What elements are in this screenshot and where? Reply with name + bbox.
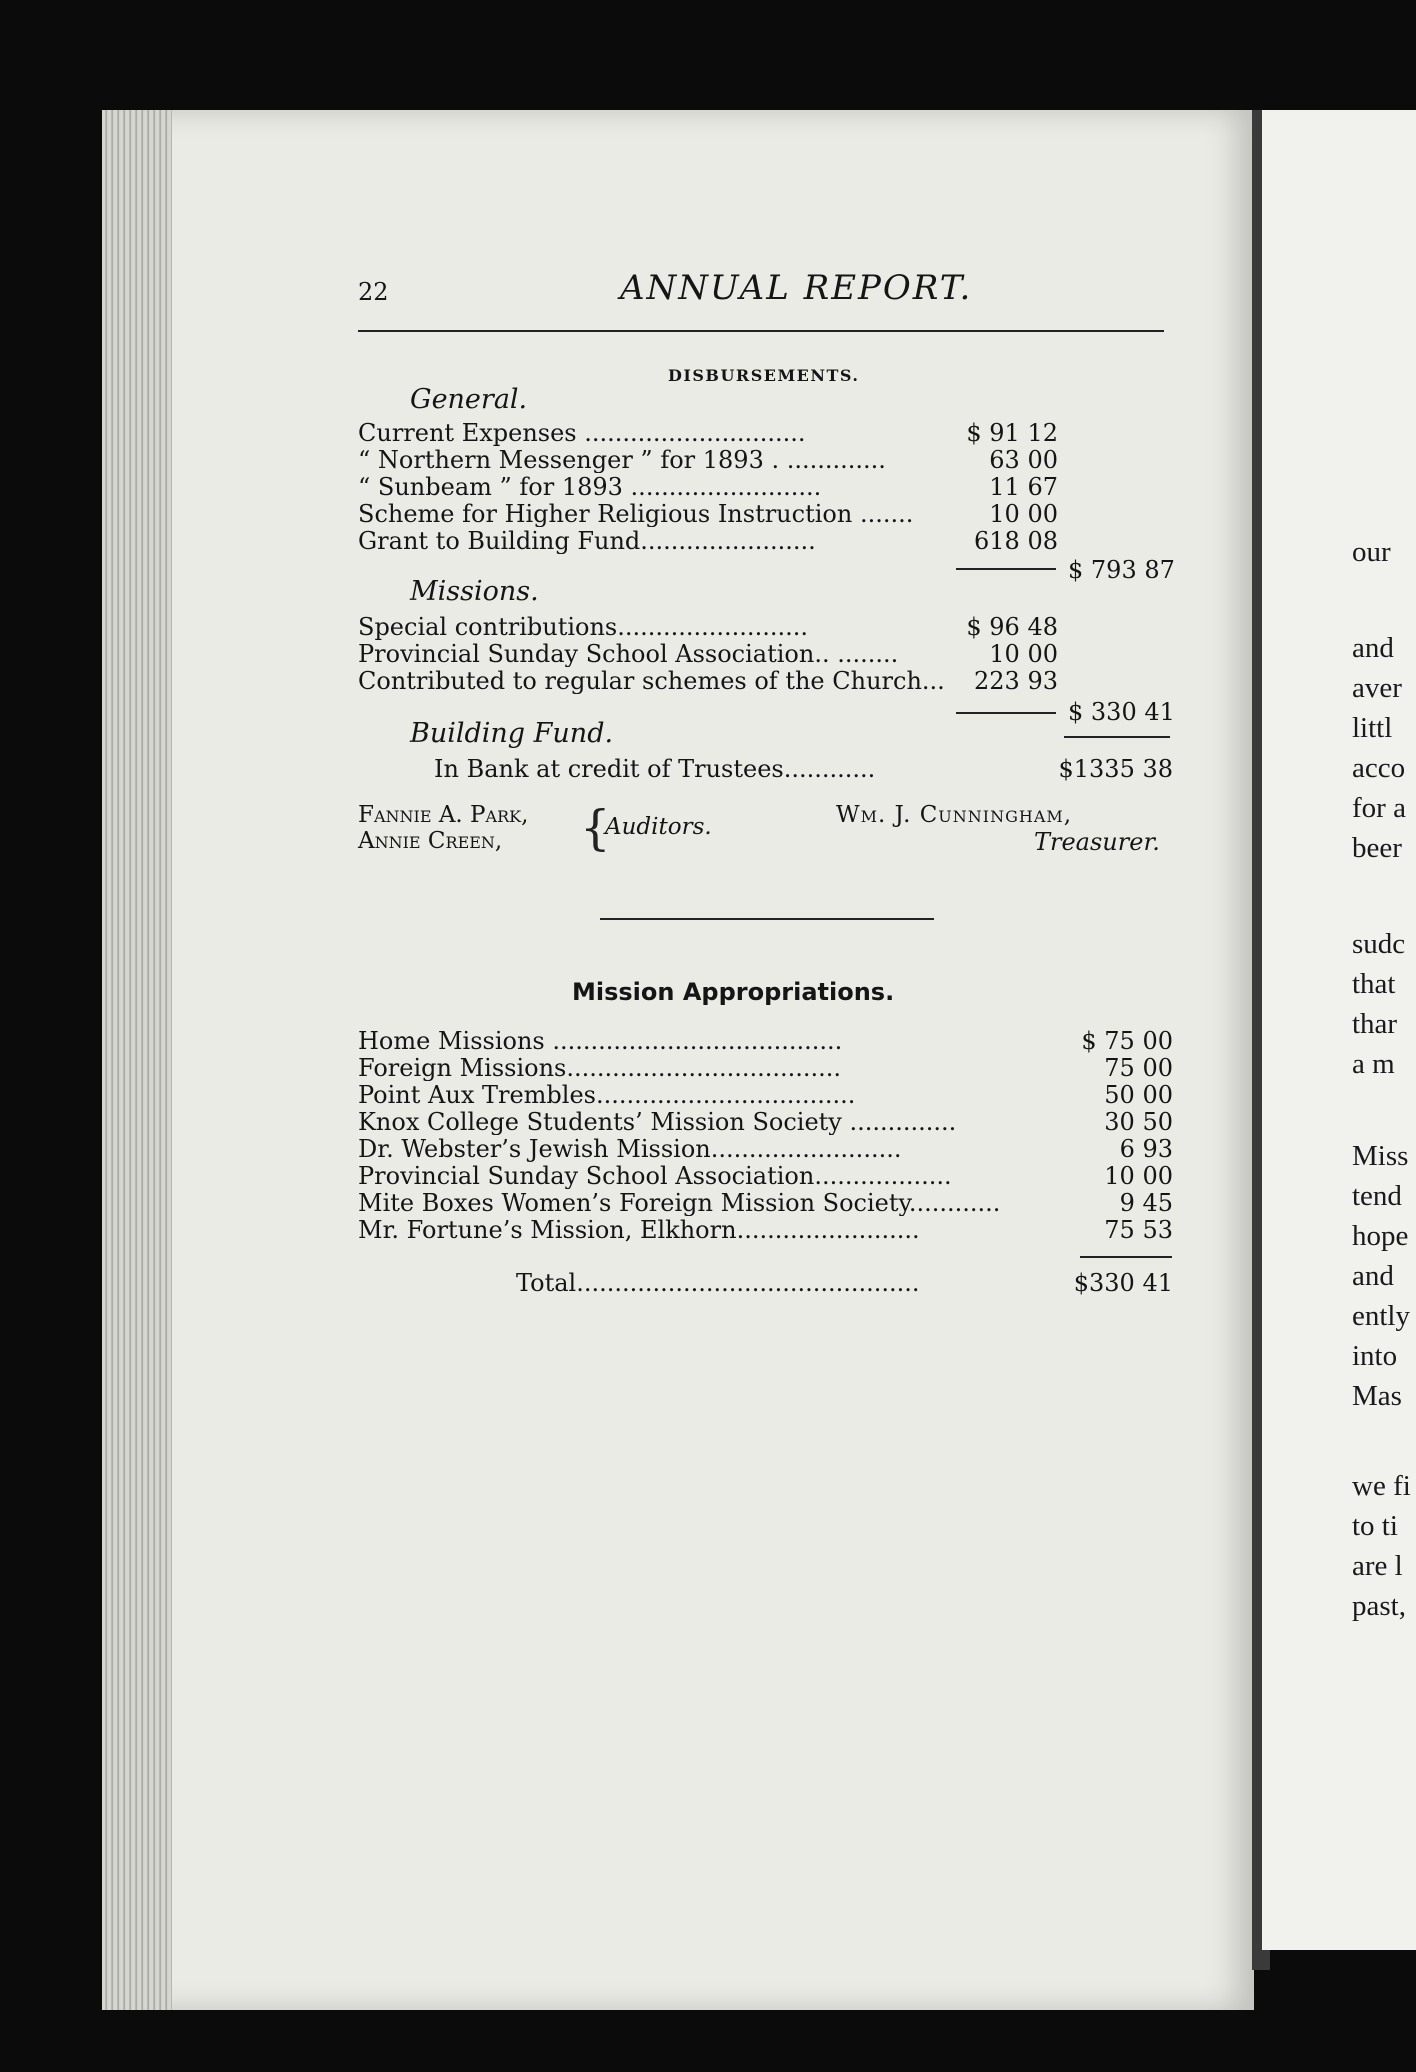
row-amount: 75 00 — [1104, 1054, 1173, 1082]
ledger-row — [358, 668, 1058, 694]
row-amount: 11 67 — [989, 473, 1058, 501]
ledger-row — [358, 1217, 1173, 1243]
row-label: Special contributions......................... — [358, 614, 808, 640]
facing-text: aver — [1352, 672, 1402, 704]
row-label: Home Missions ...................................... — [358, 1028, 843, 1054]
facing-text: Miss — [1352, 1140, 1409, 1172]
ledger-row — [358, 1028, 1173, 1054]
row-amount: 10 00 — [989, 500, 1058, 528]
facing-text: beer — [1352, 832, 1402, 864]
total-amount: $330 41 — [1073, 1269, 1173, 1297]
subsection-label: Missions. — [410, 576, 539, 607]
ledger-row — [358, 501, 1058, 527]
total-label: Total............................................. — [516, 1270, 920, 1296]
ledger-row — [358, 528, 1058, 554]
header-rule — [358, 330, 1164, 332]
auditors-label: Auditors. — [605, 814, 712, 840]
facing-text: for a — [1352, 792, 1406, 824]
row-amount: 618 08 — [974, 527, 1058, 555]
subtotal-amount: $ 330 41 — [1068, 698, 1175, 726]
row-amount: 10 00 — [989, 640, 1058, 668]
row-label: Provincial Sunday School Association.. ........ — [358, 641, 899, 667]
row-label: “ Northern Messenger ” for 1893 . ............. — [358, 447, 886, 473]
row-amount: 63 00 — [989, 446, 1058, 474]
brace-icon: { — [580, 800, 611, 856]
row-label: Mite Boxes Women’s Foreign Mission Society............ — [358, 1190, 1001, 1216]
ledger-row — [434, 756, 1173, 782]
section-divider — [600, 918, 934, 920]
facing-text: to ti — [1352, 1510, 1398, 1542]
row-amount: 223 93 — [974, 667, 1058, 695]
row-label: Knox College Students’ Mission Society .............. — [358, 1109, 957, 1135]
row-amount: 6 93 — [1119, 1135, 1173, 1163]
row-label: Contributed to regular schemes of the Church... — [358, 668, 945, 694]
treasurer-label: Treasurer. — [1034, 828, 1160, 856]
total-rule — [1080, 1256, 1172, 1258]
row-label: Current Expenses ............................. — [358, 420, 806, 446]
page-edges — [102, 110, 172, 2010]
row-label: Grant to Building Fund....................... — [358, 528, 816, 554]
total-rule — [1064, 736, 1170, 738]
ledger-row — [358, 474, 1058, 500]
row-amount: $1335 38 — [1058, 755, 1173, 783]
subtotal-amount: $ 793 87 — [1068, 556, 1175, 584]
subtotal-rule — [956, 568, 1056, 570]
ledger-row — [358, 614, 1058, 640]
row-amount: $ 91 12 — [966, 419, 1058, 447]
facing-text: hope — [1352, 1220, 1409, 1252]
subtotal-rule — [956, 712, 1056, 714]
facing-text: and — [1352, 632, 1394, 664]
treasurer-name: Wm. J. Cunningham, — [836, 802, 1073, 828]
facing-text: littl — [1352, 712, 1393, 744]
row-amount: $ 75 00 — [1081, 1027, 1173, 1055]
auditor-name: Annie Creen, — [358, 828, 503, 854]
ledger-row — [358, 1055, 1173, 1081]
row-label: Dr. Webster’s Jewish Mission......................... — [358, 1136, 902, 1162]
row-amount: 30 50 — [1104, 1108, 1173, 1136]
facing-text: acco — [1352, 752, 1406, 784]
subsection-label: General. — [410, 384, 528, 415]
row-amount: 50 00 — [1104, 1081, 1173, 1109]
row-amount: 75 53 — [1104, 1216, 1173, 1244]
facing-text: are l — [1352, 1550, 1403, 1582]
ledger-row — [358, 1190, 1173, 1216]
ledger-row — [358, 1109, 1173, 1135]
row-label: In Bank at credit of Trustees............ — [434, 756, 876, 782]
ledger-row — [358, 1163, 1173, 1189]
facing-text: thar — [1352, 1008, 1398, 1040]
row-label: Provincial Sunday School Association.................. — [358, 1163, 952, 1189]
ledger-row — [358, 1136, 1173, 1162]
facing-text: sudc — [1352, 928, 1406, 960]
ledger-row — [358, 1082, 1173, 1108]
total-row — [516, 1270, 1173, 1296]
row-label: Mr. Fortune’s Mission, Elkhorn........................ — [358, 1217, 920, 1243]
ledger-row — [358, 641, 1058, 667]
facing-text: ently — [1352, 1300, 1410, 1332]
facing-text: that — [1352, 968, 1396, 1000]
section-heading: DISBURSEMENTS. — [668, 366, 860, 385]
appropriations-heading: Mission Appropriations. — [572, 978, 895, 1006]
facing-text: our — [1352, 536, 1391, 568]
row-amount: 9 45 — [1119, 1189, 1173, 1217]
row-label: “ Sunbeam ” for 1893 ......................... — [358, 474, 822, 500]
facing-text: we fi — [1352, 1470, 1411, 1502]
facing-text: a m — [1352, 1048, 1395, 1080]
page-title: ANNUAL REPORT. — [620, 268, 973, 308]
facing-text: tend — [1352, 1180, 1402, 1212]
row-label: Foreign Missions.................................... — [358, 1055, 842, 1081]
facing-text: and — [1352, 1260, 1394, 1292]
ledger-row — [358, 420, 1058, 446]
subsection-label: Building Fund. — [410, 718, 614, 749]
facing-text: Mas — [1352, 1380, 1402, 1412]
row-amount: 10 00 — [1104, 1162, 1173, 1190]
facing-text: past, — [1352, 1590, 1406, 1622]
row-amount: $ 96 48 — [966, 613, 1058, 641]
row-label: Point Aux Trembles.................................. — [358, 1082, 856, 1108]
page-number: 22 — [358, 278, 389, 306]
auditor-name: Fannie A. Park, — [358, 802, 529, 828]
ledger-row — [358, 447, 1058, 473]
facing-text: into — [1352, 1340, 1398, 1372]
row-label: Scheme for Higher Religious Instruction ....... — [358, 501, 914, 527]
